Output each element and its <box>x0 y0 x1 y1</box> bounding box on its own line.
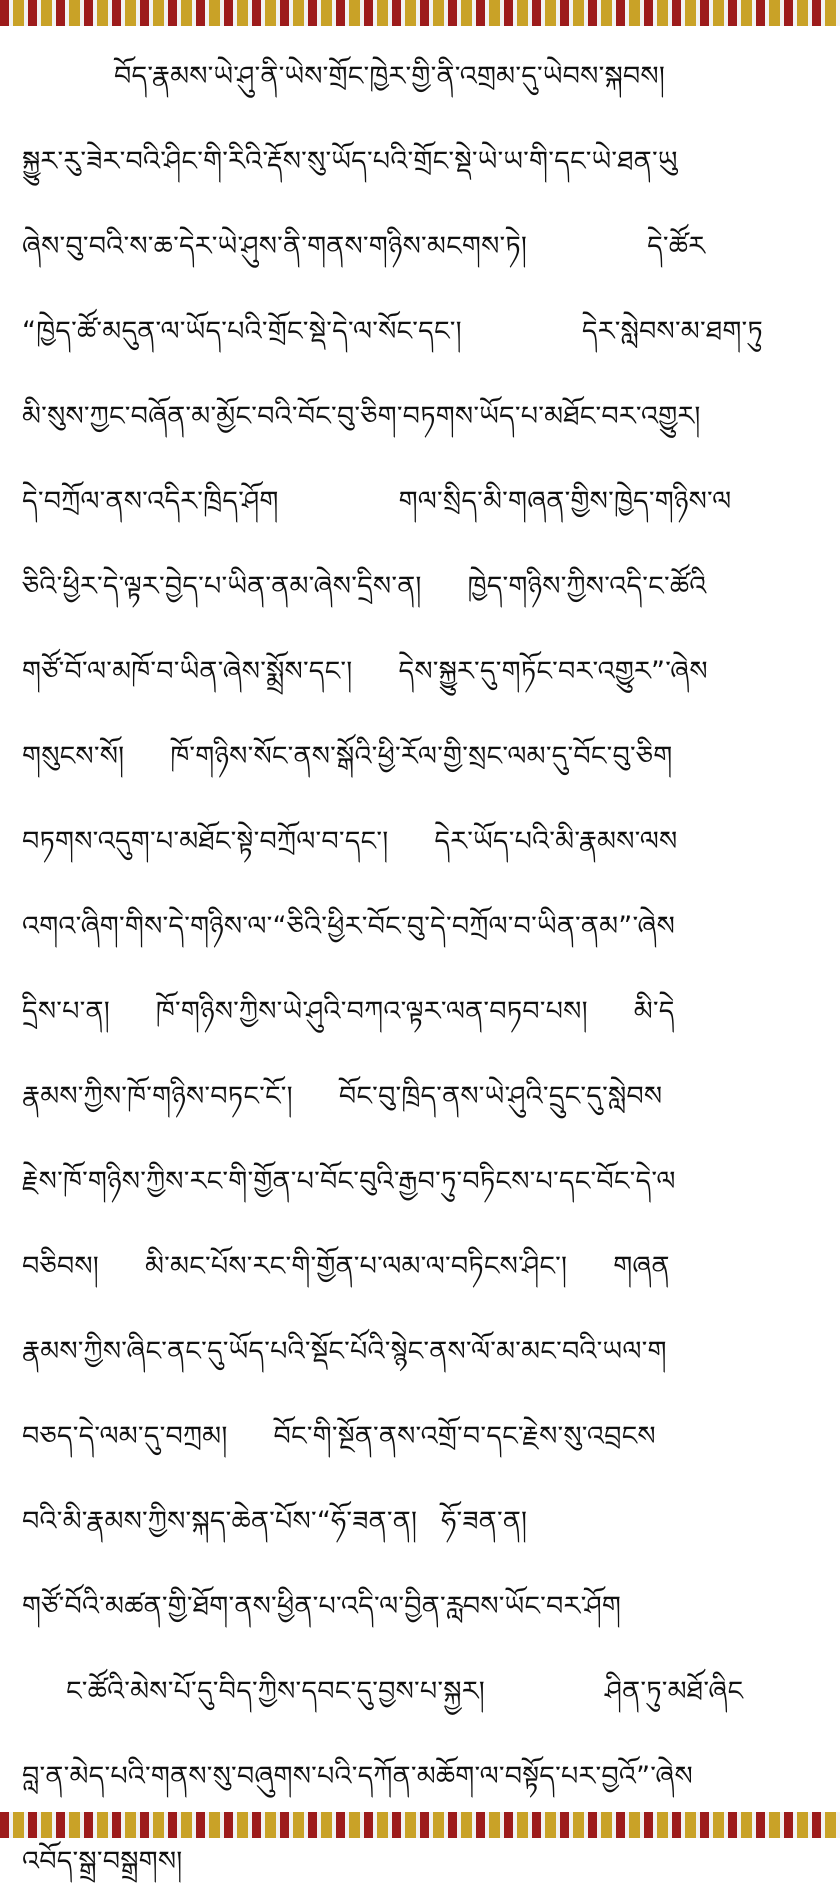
text-line <box>22 1649 818 1734</box>
text-segment: སྐྱུར་རུ་ཟེར་བའི་ཤིང་གི་རིའི་རྡོས་སུ་ཡོད་པའི་གྲོང་སྡེ་ཡེ་ཡ་གི་དང་ཡེ་ཐན་ཡུ <box>22 145 678 177</box>
text-segment: ཁོ་གཉིས་ཀྱིས་ཡེ་ཤུའི་བཀའ་ལྟར་ལན་བཏབ་པས། <box>155 995 588 1027</box>
text-segment: དེས་སྐྱུར་དུ་གཏོང་བར་འགྱུར”་ཞེས <box>398 655 708 687</box>
text-segment: ཤིན་ཏུ་མཐོ་ཞིང <box>604 1675 744 1707</box>
text-segment: ཞེས་བུ་བའི་ས་ཆ་དེར་ཡེ་ཤུས་ནི་གནས་གཉིས་མངགས་ཏེ། <box>22 230 528 262</box>
text-segment: ཧོ་ཟན་ན། <box>441 1505 528 1537</box>
text-segment: ཅིའི་ཕྱིར་དེ་ལྟར་བྱེད་པ་ཡིན་ནམ་ཞེས་དྲིས་ན། <box>22 570 422 602</box>
text-segment: “ཁྱེད་ཚོ་མདུན་ལ་ཡོད་པའི་གྲོང་སྡེ་དེ་ལ་སོང་དང་། <box>22 315 462 347</box>
decorative-border-bottom <box>0 1812 840 1838</box>
text-line <box>22 969 818 1054</box>
text-line <box>22 1054 818 1139</box>
text-segment: བོད་རྣམས་ཡེ་ཤུ་ནི་ཡེས་གྲོང་ཁྱེར་གྱི་ནི་འགྲམ་དུ་ཡེབས་སྐབས། <box>114 60 666 92</box>
text-segment: རྣམས་ཀྱིས་ཞིང་ནང་དུ་ཡོད་པའི་སྡོང་པོའི་སྙེང་ནས་ལོ་མ་མང་བའི་ཡལ་ག <box>22 1335 667 1367</box>
text-segment: དེར་སླེབས་མ་ཐག་ཏུ <box>581 315 763 347</box>
text-line <box>22 119 818 204</box>
text-segment: བོང་གི་སྔོན་ནས་འགྲོ་བ་དང་རྗེས་སུ་འབྲངས <box>273 1420 656 1452</box>
text-segment: གཙོ་བོའི་མཚན་གྱི་ཐོག་ནས་ཕྱིན་པ་འདི་ལ་བྱིན་རླབས་ཡོང་བར་ཤོག <box>22 1590 622 1622</box>
text-line <box>22 629 818 714</box>
text-line <box>22 459 818 544</box>
text-segment: མི་སུས་ཀྱང་བཞོན་མ་མྱོང་བའི་བོང་བུ་ཅིག་བཏགས་ཡོད་པ་མཐོང་བར་འགྱུར། <box>22 400 701 432</box>
text-line <box>22 714 818 799</box>
text-segment: བླ་ན་མེད་པའི་གནས་སུ་བཞུགས་པའི་དཀོན་མཆོག་ལ་བསྟོད་པར་བྱའོ”་ཞེས <box>22 1760 693 1792</box>
text-segment: བོང་བུ་ཁྲིད་ནས་ཡེ་ཤུའི་དྲུང་དུ་སླེབས <box>338 1080 663 1112</box>
text-line <box>22 1564 818 1649</box>
text-segment: རྣམས་ཀྱིས་ཁོ་གཉིས་བཏང་ངོ་། <box>22 1080 293 1112</box>
text-segment: ཁྱེད་གཉིས་ཀྱིས་འདི་ང་ཚོའི <box>467 570 707 602</box>
text-line <box>22 289 818 374</box>
decorative-border-top <box>0 0 840 26</box>
text-segment: དེ་ཚོར <box>647 230 706 262</box>
text-segment: གཙོ་བོ་ལ་མཁོ་བ་ཡིན་ཞེས་སྨྲོས་དང་། <box>22 655 353 687</box>
text-segment: བཅད་དེ་ལམ་དུ་བཀྲམ། <box>22 1420 228 1452</box>
text-segment: ང་ཚོའི་མེས་པོ་དུ་བིད་ཀྱིས་དབང་དུ་བྱས་པ་སྐྱར། <box>66 1675 485 1707</box>
text-line <box>22 1224 818 1309</box>
text-segment: གསུངས་སོ། <box>22 740 125 772</box>
text-segment: དེ་བཀྲོལ་ནས་འདིར་ཁྲིད་ཤོག <box>22 485 279 517</box>
text-segment: འབོད་སྒྲ་བསྒྲགས། <box>22 1845 183 1877</box>
text-line <box>22 1309 818 1394</box>
text-segment: ཁོ་གཉིས་སོང་ནས་སྒོའི་ཕྱི་རོལ་གྱི་སྲང་ལམ་དུ་བོང་བུ་ཅིག <box>170 740 673 772</box>
text-line <box>22 884 818 969</box>
text-segment: གཞན <box>613 1250 670 1282</box>
text-segment: བཏགས་འདུག་པ་མཐོང་སྟེ་བཀྲོལ་བ་དང་། <box>22 825 389 857</box>
text-line <box>22 1139 818 1224</box>
text-line <box>22 799 818 884</box>
text-line <box>22 204 818 289</box>
text-segment: གལ་སྲིད་མི་གཞན་གྱིས་ཁྱེད་གཉིས་ལ <box>398 485 732 517</box>
text-segment: རྗེས་ཁོ་གཉིས་ཀྱིས་རང་གི་གྱོན་པ་བོང་བུའི་རྒྱབ་ཏུ་བཏིངས་པ་དང་བོང་དེ་ལ <box>22 1165 676 1197</box>
text-line <box>22 1394 818 1479</box>
text-segment: བའི་མི་རྣམས་ཀྱིས་སྐད་ཆེན་པོས་“ཧོ་ཟན་ན། <box>22 1505 418 1537</box>
text-segment: བཅིབས། <box>22 1250 100 1282</box>
text-line <box>22 374 818 459</box>
text-line <box>22 1479 818 1564</box>
text-line <box>22 34 818 119</box>
tibetan-text-body <box>0 26 840 1877</box>
text-segment: མི་དེ <box>633 995 675 1027</box>
text-line <box>22 544 818 629</box>
text-segment: དེར་ཡོད་པའི་མི་རྣམས་ལས <box>434 825 678 857</box>
text-line <box>22 1734 818 1819</box>
text-segment: དྲིས་པ་ན། <box>22 995 110 1027</box>
text-segment: མི་མང་པོས་རང་གི་གྱོན་པ་ལམ་ལ་བཏིངས་ཤིང་། <box>145 1250 568 1282</box>
text-segment: འགའ་ཞིག་གིས་དེ་གཉིས་ལ་“ཅིའི་ཕྱིར་བོང་བུ་དེ་བཀྲོལ་བ་ཡིན་ནམ”་ཞེས <box>22 910 676 942</box>
